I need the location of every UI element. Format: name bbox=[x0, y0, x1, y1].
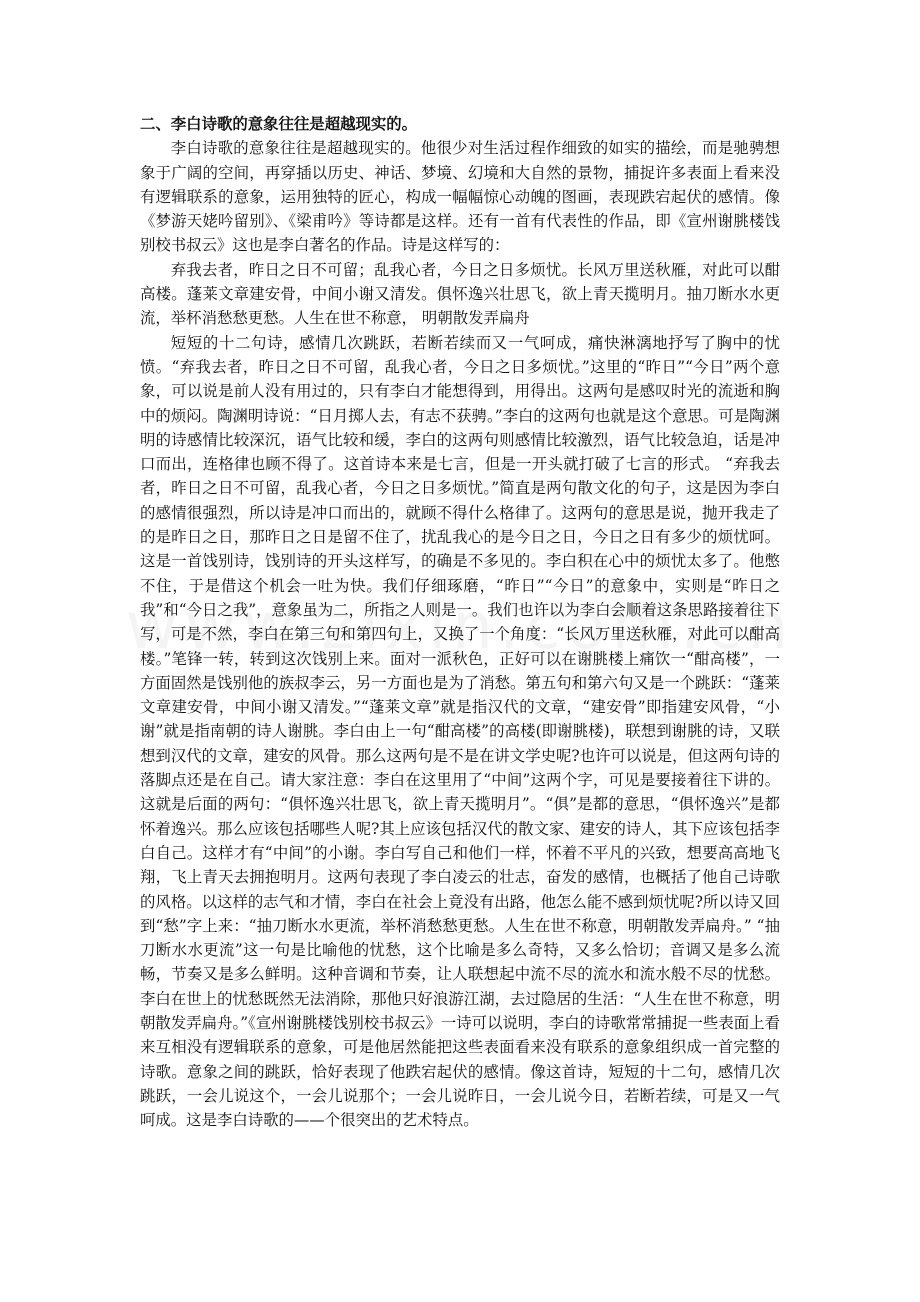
intro-paragraph: 李白诗歌的意象往往是超越现实的。他很少对生活过程作细致的如实的描绘，而是驰骋想象于广阔的空间，再穿插以历史、神话、梦境、幻境和大自然的景物，捕捉许多表面上看来没有逻辑联系的意象，运用独特的匠心，构成一幅幅惊心动魄的图画，表现跌宕起伏的感情。像《梦游天姥吟留别》、《梁甫吟》等诗都是这样。还有一首有代表性的作品，即《宣州谢朓楼饯别校书叔云》这也是李白著名的作品。诗是这样写的： bbox=[140, 139, 780, 255]
document-page bbox=[140, 112, 780, 1132]
poem-paragraph: 弃我去者，昨日之日不可留；乱我心者，今日之日多烦忧。长风万里送秋雁，对此可以酣高楼。蓬莱文章建安骨，中间小谢又清发。俱怀逸兴壮思飞，欲上青天揽明月。抽刀断水水更流，举杯消愁愁更愁。人生在世不称意， 明朝散发弄扁舟 bbox=[140, 260, 780, 328]
analysis-paragraph: 短短的十二句诗，感情几次跳跃，若断若续而又一气呵成，痛快淋漓地抒写了胸中的忧愤。“弃我去者，昨日之日不可留，乱我心者，今日之日多烦忧。”这里的“昨日”“今日”两个意象，可以说是前人没有用过的，只有李白才能想得到，用得出。这两句是感叹时光的流逝和胸中的烦闷。陶渊明诗说：“日月掷人去，有志不获骋。”李白的这两句也就是这个意思。可是陶渊明的诗感情比较深沉，语气比较和缓，李白的这两句则感情比较激烈，语气比较急迫，话是冲口而出，连格律也顾不得了。这首诗本来是七言，但是一开头就打破了七言的形式。 “弃我去者，昨日之日不可留，乱我心者，今日之日多烦忧。”简直是两句散文化的句子，这是因为李白的感情很强烈，所以诗是冲口而出的，就顾不得什么格律了。这两句的意思是说，抛开我走了的是昨日之日，那昨日之日是留不住了，扰乱我心的是今日之日，今日之日有多少的烦忧呵。这是一首饯别诗，饯别诗的开头这样写，的确是不多见的。李白积在心中的烦忧太多了。他憋不住，于是借这个机会一吐为快。我们仔细琢磨，“昨日”“今日”的意象中，实则是“昨日之我”和“今日之我”，意象虽为二，所指之人则是一。我们也许以为李白会顺着这条思路接着往下写，可是不然，李白在第三句和第四句上，又换了一个角度：“长风万里送秋雁，对此可以酣高楼。”笔锋一转，转到这次饯别上来。面对一派秋色，正好可以在谢朓楼上痛饮一“酣高楼”，一方面固然是饯别他的族叔李云，另一方面也是为了消愁。第五句和第六句又是一个跳跃：“蓬莱文章建安骨，中间小谢又清发。”“蓬莱文章”就是指汉代的文章，“建安骨”即指建安风骨，“小谢”就是指南朝的诗人谢朓。李白由上一句“酣高楼”的高楼(即谢朓楼)，联想到谢朓的诗，又联想到汉代的文章，建安的风骨。那么这两句是不是在讲文学史呢?也许可以说是，但这两句诗的落脚点还是在自己。请大家注意：李白在这里用了“中间”这两个字，可见是要接着往下讲的。这就是后面的两句：“俱怀逸兴壮思飞，欲上青天揽明月”。“俱”是都的意思，“俱怀逸兴”是都怀着逸兴。那么应该包括哪些人呢?其上应该包括汉代的散文家、建安的诗人，其下应该包括李白自己。这样才有“中间”的小谢。李白写自己和他们一样，怀着不平凡的兴致，想要高高地飞翔，飞上青天去拥抱明月。这两句表现了李白凌云的壮志，奋发的感情，也概括了他自己诗歌的风格。以这样的志气和才情，李白在社会上竟没有出路，他怎么能不感到烦忧呢?所以诗又回到“愁”字上来：“抽刀断水水更流，举杯消愁愁更愁。人生在世不称意，明朝散发弄扁舟。” “抽刀断水水更流”这一句是比喻他的忧愁，这个比喻是多么奇特，又多么恰切；音调又是多么流畅，节奏又是多么鲜明。这种音调和节奏，让人联想起中流不尽的流水和流水般不尽的忧愁。李白在世上的忧愁既然无法消除，那他只好浪游江湖，去过隐居的生活：“人生在世不称意，明朝散发弄扁舟。”《宣州谢朓楼饯别校书叔云》一诗可以说明，李白的诗歌常常捕捉一些表面上看来互相没有逻辑联系的意象，可是他居然能把这些表面看来没有联系的意象组织成一首完整的诗歌。意象之间的跳跃，恰好表现了他跌宕起伏的感情。像这首诗，短短的十二句，感情几次跳跃，一会儿说这个，一会儿说那个；一会儿说昨日，一会儿说今日，若断若续，可是又一气呵成。这是李白诗歌的——个很突出的艺术特点。 bbox=[140, 333, 780, 1130]
section-heading: 二、李白诗歌的意象往往是超越现实的。 bbox=[140, 115, 418, 133]
